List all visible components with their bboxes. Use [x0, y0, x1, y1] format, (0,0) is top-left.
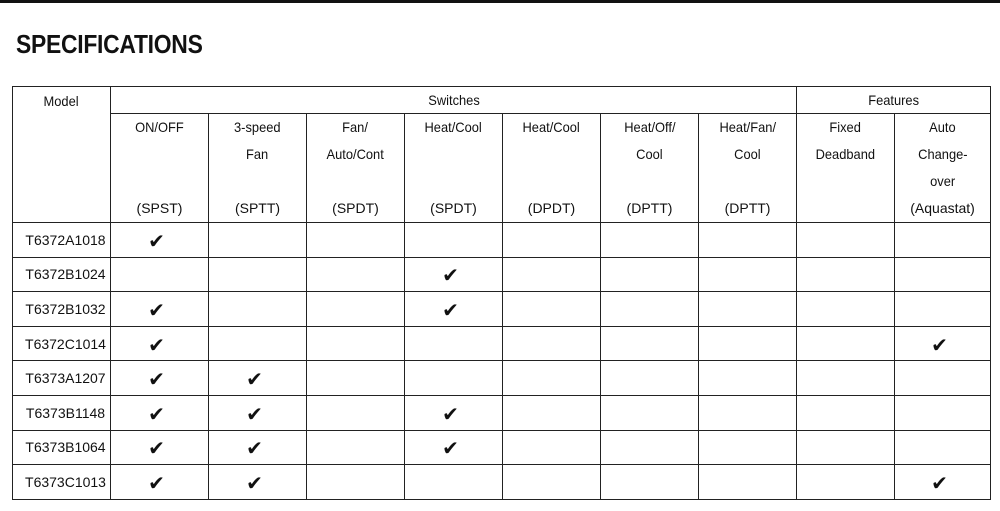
table-cell	[111, 430, 209, 465]
table-cell	[307, 395, 405, 430]
checkmark-icon: ✔	[246, 436, 263, 461]
table-cell	[503, 257, 601, 292]
table-cell	[503, 465, 601, 500]
column-header-label-text: Fixed	[829, 119, 862, 135]
table-cell	[601, 257, 699, 292]
table-cell	[307, 326, 405, 361]
checkmark-icon: ✔	[246, 367, 263, 392]
column-header-label	[307, 141, 404, 168]
top-rule	[0, 0, 1000, 3]
checkmark-icon: ✔	[148, 297, 165, 322]
table-cell	[405, 395, 503, 430]
table-cell	[895, 361, 991, 396]
table-cell	[699, 465, 797, 500]
checkmark-icon: ✔	[148, 470, 165, 495]
model-cell: T6372C1014	[13, 326, 111, 361]
table-row	[13, 465, 991, 500]
column-header-code: (SPDT)	[332, 200, 379, 216]
column-header-code: (SPST)	[136, 200, 183, 216]
table-cell	[797, 257, 895, 292]
column-header-row	[13, 114, 991, 223]
column-header-label-text: Auto	[929, 119, 956, 135]
switches-header	[111, 87, 797, 114]
column-header-label	[111, 114, 208, 141]
column-header-label	[797, 141, 894, 168]
column-header	[209, 114, 307, 223]
specifications-table	[12, 86, 991, 500]
column-header	[601, 114, 699, 223]
table-cell	[503, 430, 601, 465]
model-cell: T6373A1207	[13, 361, 111, 396]
column-header	[111, 114, 209, 223]
table-cell	[895, 465, 991, 500]
table-cell	[699, 430, 797, 465]
checkmark-icon: ✔	[931, 470, 948, 495]
model-cell: T6372B1032	[13, 292, 111, 327]
column-header-label	[699, 141, 796, 168]
table-row	[13, 430, 991, 465]
column-header-label-text: Cool	[636, 146, 663, 162]
table-cell	[601, 430, 699, 465]
checkmark-icon: ✔	[148, 228, 165, 253]
table-cell	[209, 361, 307, 396]
table-cell	[797, 430, 895, 465]
table-row	[13, 257, 991, 292]
table-cell	[111, 292, 209, 327]
column-header-label-text: Heat/Off/	[623, 119, 676, 135]
table-cell	[895, 223, 991, 258]
table-cell	[111, 465, 209, 500]
table-cell	[503, 361, 601, 396]
table-cell	[209, 430, 307, 465]
table-cell	[307, 465, 405, 500]
table-cell	[307, 223, 405, 258]
table-cell	[503, 292, 601, 327]
table-cell	[797, 465, 895, 500]
checkmark-icon: ✔	[442, 401, 459, 426]
table-cell	[601, 292, 699, 327]
table-cell	[601, 465, 699, 500]
table-cell	[797, 292, 895, 327]
column-header-label	[503, 114, 600, 141]
table-cell	[111, 395, 209, 430]
table-cell	[699, 223, 797, 258]
table-cell	[405, 326, 503, 361]
column-header-label	[699, 114, 796, 141]
model-cell: T6373B1148	[13, 395, 111, 430]
table-cell	[699, 292, 797, 327]
table-cell	[895, 395, 991, 430]
table-cell	[797, 223, 895, 258]
column-header-label-text: 3-speed	[234, 119, 281, 135]
table-cell	[405, 361, 503, 396]
column-header-label-text: ON/OFF	[135, 119, 184, 135]
checkmark-icon: ✔	[246, 401, 263, 426]
table-cell	[503, 326, 601, 361]
table-cell	[503, 223, 601, 258]
column-header-label	[209, 141, 306, 168]
table-cell	[699, 361, 797, 396]
column-header	[895, 114, 991, 223]
column-header-label	[895, 114, 990, 141]
table-cell	[895, 430, 991, 465]
column-header-label-text: Heat/Cool	[522, 119, 581, 135]
model-header	[13, 87, 111, 223]
column-header-label	[405, 114, 502, 141]
table-cell	[209, 257, 307, 292]
model-cell: T6373C1013	[13, 465, 111, 500]
table-cell	[111, 361, 209, 396]
column-header-label-text: Heat/Cool	[424, 119, 483, 135]
table-cell	[111, 326, 209, 361]
table-cell	[209, 292, 307, 327]
checkmark-icon: ✔	[442, 297, 459, 322]
table-body	[13, 223, 991, 500]
table-cell	[307, 257, 405, 292]
table-cell	[111, 257, 209, 292]
table-row	[13, 326, 991, 361]
model-header-label: Model	[43, 93, 80, 109]
table-cell	[209, 465, 307, 500]
switches-header-label: Switches	[427, 92, 480, 108]
table-cell	[601, 395, 699, 430]
column-header	[405, 114, 503, 223]
model-cell: T6372B1024	[13, 257, 111, 292]
table-row	[13, 395, 991, 430]
model-cell: T6372A1018	[13, 223, 111, 258]
column-header-label	[601, 141, 698, 168]
table-cell	[895, 257, 991, 292]
table-cell	[601, 223, 699, 258]
column-header	[307, 114, 405, 223]
column-header-label-text: Auto/Cont	[326, 146, 385, 162]
column-header-label	[601, 114, 698, 141]
column-header-code: (DPTT)	[626, 200, 673, 216]
table-cell	[503, 395, 601, 430]
table-cell	[405, 257, 503, 292]
column-header-code: (SPDT)	[430, 200, 477, 216]
column-header-label-text: Cool	[734, 146, 761, 162]
features-header	[797, 87, 991, 114]
checkmark-icon: ✔	[246, 470, 263, 495]
table-cell	[307, 430, 405, 465]
features-header-label: Features	[868, 92, 919, 108]
table-cell	[601, 361, 699, 396]
table-cell	[209, 223, 307, 258]
checkmark-icon: ✔	[148, 367, 165, 392]
table-cell	[601, 326, 699, 361]
column-header-label-text: Heat/Fan/	[719, 119, 776, 135]
checkmark-icon: ✔	[148, 436, 165, 461]
model-cell: T6373B1064	[13, 430, 111, 465]
table-cell	[307, 292, 405, 327]
group-header-row	[13, 87, 991, 114]
column-header	[503, 114, 601, 223]
checkmark-icon: ✔	[442, 436, 459, 461]
column-header-code: (DPDT)	[527, 200, 576, 216]
table-cell	[699, 326, 797, 361]
table-cell	[405, 223, 503, 258]
checkmark-icon: ✔	[148, 401, 165, 426]
column-header-code: (DPTT)	[724, 200, 771, 216]
column-header-label-text: Deadband	[815, 146, 876, 162]
table-row	[13, 361, 991, 396]
column-header-code: (SPTT)	[234, 200, 281, 216]
table-cell	[699, 395, 797, 430]
checkmark-icon: ✔	[931, 332, 948, 357]
column-header	[699, 114, 797, 223]
table-cell	[797, 361, 895, 396]
table-cell	[405, 465, 503, 500]
table-cell	[797, 326, 895, 361]
column-header-label	[895, 141, 990, 168]
column-header-label	[209, 114, 306, 141]
column-header	[797, 114, 895, 223]
table-cell	[209, 326, 307, 361]
column-header-label-text: Change-	[917, 146, 968, 162]
page-title: SPECIFICATIONS	[16, 29, 203, 59]
table-cell	[797, 395, 895, 430]
table-cell	[405, 430, 503, 465]
table-cell	[209, 395, 307, 430]
table-cell	[699, 257, 797, 292]
column-header-label-text: Fan/	[342, 119, 369, 135]
table-cell	[895, 326, 991, 361]
column-header-label-text: over	[930, 173, 956, 189]
column-header-label	[307, 114, 404, 141]
column-header-code: (Aquastat)	[910, 200, 975, 216]
table-row	[13, 292, 991, 327]
table-cell	[405, 292, 503, 327]
column-header-label	[797, 114, 894, 141]
table-cell	[307, 361, 405, 396]
table-cell	[895, 292, 991, 327]
column-header-label-text: Fan	[246, 146, 269, 162]
checkmark-icon: ✔	[442, 263, 459, 288]
column-header-label	[895, 168, 990, 195]
checkmark-icon: ✔	[148, 332, 165, 357]
table-cell	[111, 223, 209, 258]
table-row	[13, 223, 991, 258]
